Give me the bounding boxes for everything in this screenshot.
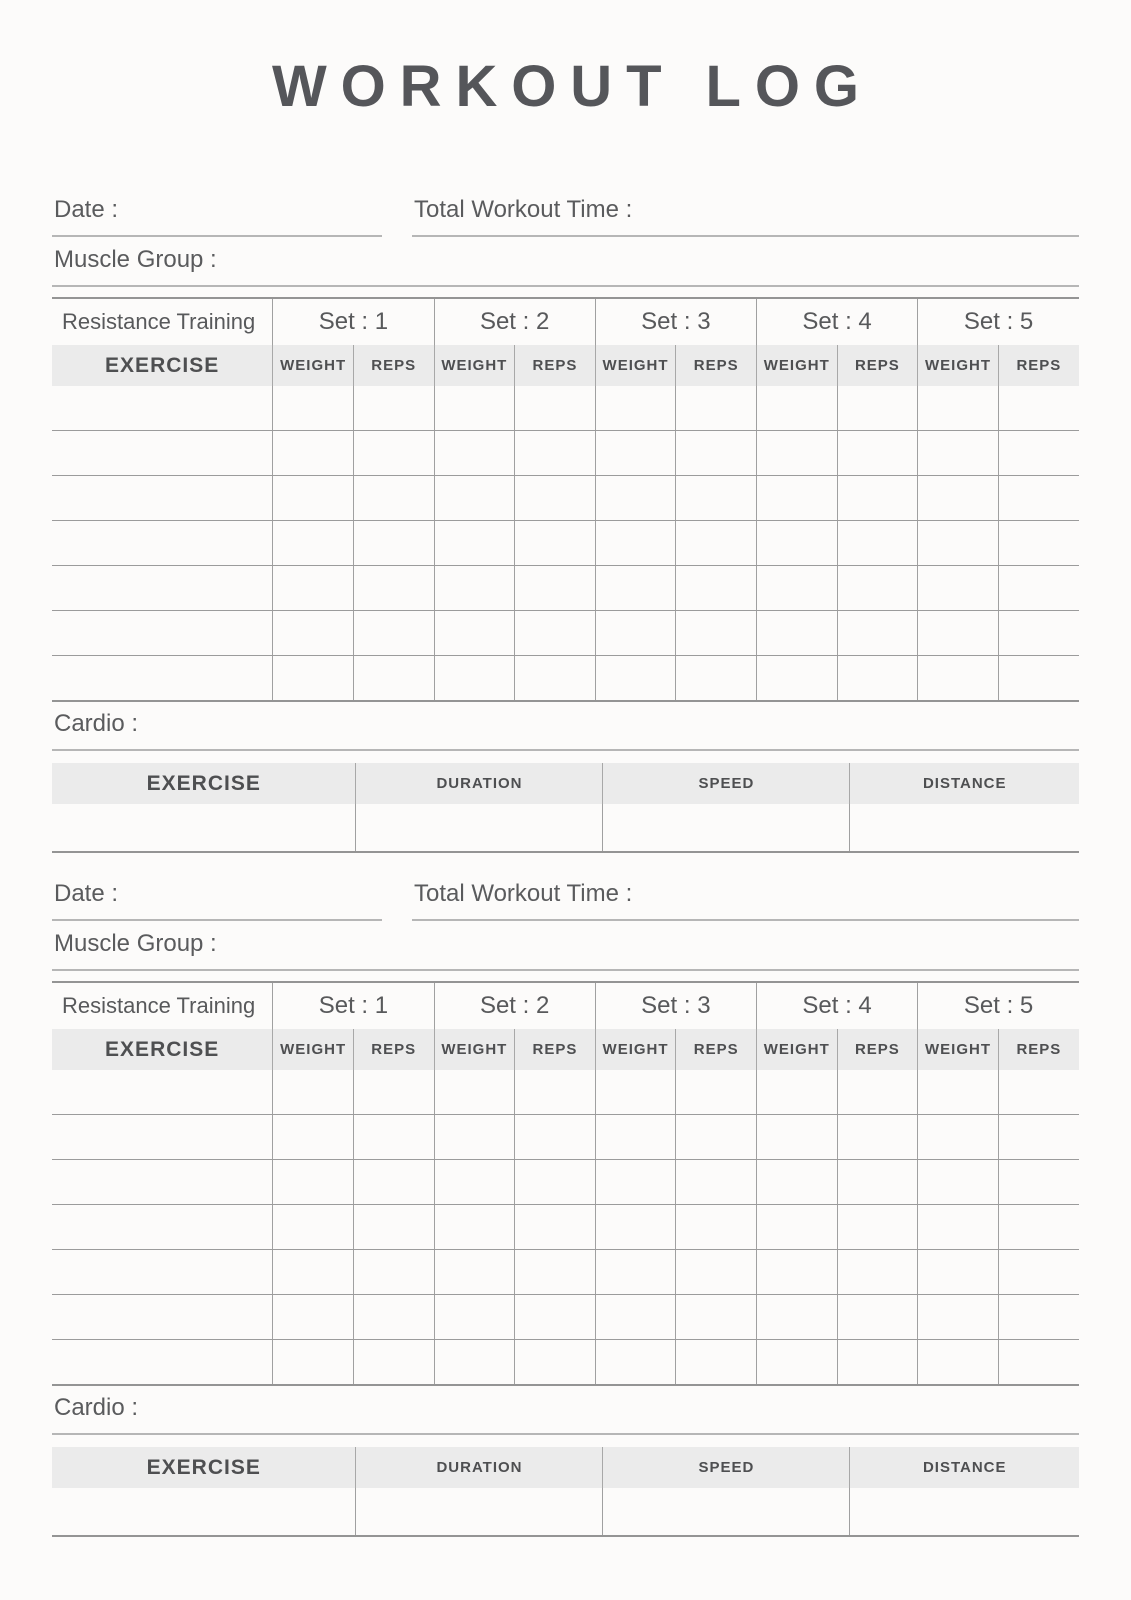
reps-cell[interactable] [353, 476, 434, 521]
table-row [52, 1205, 1079, 1250]
weight-cell[interactable] [756, 431, 837, 476]
reps-cell[interactable] [353, 386, 434, 431]
weight-cell[interactable] [756, 1070, 837, 1115]
weight-cell[interactable] [918, 1160, 999, 1205]
reps-cell[interactable] [515, 1295, 596, 1340]
table-row [52, 1250, 1079, 1295]
cardio-exercise-cell[interactable] [52, 804, 356, 852]
reps-cell[interactable] [676, 1160, 757, 1205]
weight-cell[interactable] [434, 1250, 515, 1295]
date-field[interactable] [52, 877, 382, 921]
reps-cell[interactable] [515, 1160, 596, 1205]
weight-cell[interactable] [273, 1205, 354, 1250]
reps-cell[interactable] [353, 1115, 434, 1160]
distance-column-header: DISTANCE [850, 1447, 1079, 1488]
weight-cell[interactable] [434, 386, 515, 431]
reps-cell[interactable] [837, 566, 918, 611]
duration-column-header: DURATION [356, 763, 603, 804]
exercise-cell[interactable] [52, 566, 273, 611]
cardio-header-row [52, 763, 1079, 804]
weight-column-header: WEIGHT [595, 1029, 676, 1070]
reps-cell[interactable] [837, 1295, 918, 1340]
duration-column-header: DURATION [356, 1447, 603, 1488]
cardio-table-body [52, 1488, 1079, 1536]
weight-cell[interactable] [434, 611, 515, 656]
weight-column-header: WEIGHT [434, 345, 515, 386]
weight-cell[interactable] [434, 1295, 515, 1340]
weight-cell[interactable] [595, 1295, 676, 1340]
reps-column-header: REPS [837, 345, 918, 386]
set-5-header: Set : 5 [918, 298, 1079, 345]
resistance-training-label: Resistance Training [52, 982, 273, 1029]
exercise-column-header: EXERCISE [52, 1447, 356, 1488]
reps-cell[interactable] [353, 656, 434, 702]
exercise-cell[interactable] [52, 1250, 273, 1295]
exercise-cell[interactable] [52, 656, 273, 702]
weight-cell[interactable] [273, 386, 354, 431]
weight-cell[interactable] [434, 431, 515, 476]
weight-cell[interactable] [273, 431, 354, 476]
reps-cell[interactable] [676, 656, 757, 702]
speed-cell[interactable] [603, 1488, 850, 1536]
reps-cell[interactable] [998, 1115, 1079, 1160]
reps-cell[interactable] [515, 1205, 596, 1250]
workout-log-section [52, 877, 1079, 1537]
weight-cell[interactable] [918, 521, 999, 566]
exercise-column-header: EXERCISE [52, 1029, 273, 1070]
table-row [52, 431, 1079, 476]
reps-cell[interactable] [515, 1115, 596, 1160]
reps-cell[interactable] [515, 386, 596, 431]
weight-column-header: WEIGHT [756, 1029, 837, 1070]
cardio-label: Cardio : [54, 710, 139, 737]
table-row [52, 566, 1079, 611]
weight-cell[interactable] [595, 431, 676, 476]
weight-column-header: WEIGHT [273, 1029, 354, 1070]
weight-cell[interactable] [595, 521, 676, 566]
reps-cell[interactable] [998, 1250, 1079, 1295]
weight-column-header: WEIGHT [273, 345, 354, 386]
weight-cell[interactable] [918, 476, 999, 521]
reps-cell[interactable] [353, 611, 434, 656]
reps-cell[interactable] [837, 431, 918, 476]
reps-cell[interactable] [676, 431, 757, 476]
weight-cell[interactable] [756, 1115, 837, 1160]
weight-cell[interactable] [273, 1115, 354, 1160]
weight-cell[interactable] [918, 431, 999, 476]
set-1-header: Set : 1 [273, 982, 434, 1029]
reps-cell[interactable] [837, 656, 918, 702]
set-2-header: Set : 2 [434, 298, 595, 345]
speed-cell[interactable] [603, 804, 850, 852]
weight-cell[interactable] [756, 1205, 837, 1250]
weight-cell[interactable] [273, 1250, 354, 1295]
weight-cell[interactable] [434, 1115, 515, 1160]
reps-cell[interactable] [353, 521, 434, 566]
weight-cell[interactable] [756, 386, 837, 431]
reps-cell[interactable] [837, 1250, 918, 1295]
reps-cell[interactable] [515, 1340, 596, 1386]
duration-cell[interactable] [356, 804, 603, 852]
reps-cell[interactable] [998, 431, 1079, 476]
reps-cell[interactable] [837, 1070, 918, 1115]
weight-cell[interactable] [595, 1070, 676, 1115]
speed-column-header: SPEED [603, 1447, 850, 1488]
weight-cell[interactable] [434, 656, 515, 702]
weight-column-header: WEIGHT [756, 345, 837, 386]
speed-column-header: SPEED [603, 763, 850, 804]
reps-cell[interactable] [353, 1340, 434, 1386]
reps-cell[interactable] [676, 386, 757, 431]
distance-cell[interactable] [850, 1488, 1079, 1536]
reps-cell[interactable] [353, 566, 434, 611]
set-header-row [52, 982, 1079, 1029]
cardio-label: Cardio : [54, 1394, 139, 1421]
weight-cell[interactable] [756, 566, 837, 611]
muscle-group-label: Muscle Group : [54, 246, 217, 273]
exercise-cell[interactable] [52, 521, 273, 566]
reps-cell[interactable] [998, 1160, 1079, 1205]
muscle-group-label: Muscle Group : [54, 930, 217, 957]
table-row [52, 1340, 1079, 1386]
weight-cell[interactable] [918, 386, 999, 431]
exercise-cell[interactable] [52, 1115, 273, 1160]
exercise-cell[interactable] [52, 386, 273, 431]
reps-cell[interactable] [676, 1115, 757, 1160]
reps-column-header: REPS [998, 345, 1079, 386]
exercise-column-header: EXERCISE [52, 345, 273, 386]
reps-cell[interactable] [676, 1295, 757, 1340]
reps-column-header: REPS [676, 345, 757, 386]
reps-cell[interactable] [998, 656, 1079, 702]
weight-cell[interactable] [434, 1070, 515, 1115]
date-time-row [52, 877, 1079, 921]
workout-log-page [52, 0, 1079, 1537]
reps-cell[interactable] [515, 1250, 596, 1295]
weight-cell[interactable] [918, 1250, 999, 1295]
reps-cell[interactable] [353, 1070, 434, 1115]
exercise-cell[interactable] [52, 611, 273, 656]
reps-cell[interactable] [837, 611, 918, 656]
set-2-header: Set : 2 [434, 982, 595, 1029]
reps-cell[interactable] [676, 1205, 757, 1250]
muscle-group-field[interactable] [52, 243, 1079, 287]
weight-cell[interactable] [756, 1160, 837, 1205]
weight-cell[interactable] [273, 1340, 354, 1386]
table-row [52, 1070, 1079, 1115]
reps-cell[interactable] [676, 611, 757, 656]
column-header-row [52, 345, 1079, 386]
exercise-column-header: EXERCISE [52, 763, 356, 804]
reps-cell[interactable] [998, 521, 1079, 566]
weight-cell[interactable] [756, 1250, 837, 1295]
weight-column-header: WEIGHT [918, 345, 999, 386]
resistance-table-body [52, 386, 1079, 701]
weight-cell[interactable] [434, 476, 515, 521]
total-workout-time-field[interactable] [412, 193, 1079, 237]
date-label: Date : [54, 880, 119, 907]
reps-cell[interactable] [676, 566, 757, 611]
weight-cell[interactable] [756, 476, 837, 521]
table-row [52, 1115, 1079, 1160]
cardio-exercise-cell[interactable] [52, 1488, 356, 1536]
weight-column-header: WEIGHT [595, 345, 676, 386]
distance-column-header: DISTANCE [850, 763, 1079, 804]
table-row [52, 1295, 1079, 1340]
set-5-header: Set : 5 [918, 982, 1079, 1029]
reps-cell[interactable] [998, 476, 1079, 521]
set-3-header: Set : 3 [595, 982, 756, 1029]
weight-cell[interactable] [918, 566, 999, 611]
total-workout-time-field[interactable] [412, 877, 1079, 921]
weight-cell[interactable] [918, 1070, 999, 1115]
table-row [52, 476, 1079, 521]
muscle-group-field[interactable] [52, 927, 1079, 971]
cardio-table-body [52, 804, 1079, 852]
distance-cell[interactable] [850, 804, 1079, 852]
table-row [52, 1488, 1079, 1536]
table-row [52, 611, 1079, 656]
reps-column-header: REPS [998, 1029, 1079, 1070]
table-row [52, 804, 1079, 852]
date-label: Date : [54, 196, 119, 223]
weight-cell[interactable] [434, 566, 515, 611]
workout-log-section [52, 193, 1079, 853]
exercise-cell[interactable] [52, 431, 273, 476]
set-4-header: Set : 4 [756, 298, 917, 345]
table-row [52, 521, 1079, 566]
weight-column-header: WEIGHT [434, 1029, 515, 1070]
weight-cell[interactable] [595, 1205, 676, 1250]
reps-cell[interactable] [515, 431, 596, 476]
reps-cell[interactable] [676, 1070, 757, 1115]
reps-cell[interactable] [353, 1295, 434, 1340]
weight-cell[interactable] [595, 566, 676, 611]
reps-column-header: REPS [837, 1029, 918, 1070]
weight-cell[interactable] [756, 656, 837, 702]
weight-cell[interactable] [595, 611, 676, 656]
reps-cell[interactable] [515, 1070, 596, 1115]
reps-cell[interactable] [676, 1250, 757, 1295]
exercise-cell[interactable] [52, 1205, 273, 1250]
reps-cell[interactable] [676, 476, 757, 521]
total-workout-time-label: Total Workout Time : [414, 880, 633, 907]
reps-cell[interactable] [515, 656, 596, 702]
reps-cell[interactable] [353, 1205, 434, 1250]
weight-cell[interactable] [434, 1205, 515, 1250]
weight-cell[interactable] [595, 1250, 676, 1295]
table-row [52, 656, 1079, 702]
reps-column-header: REPS [515, 345, 596, 386]
weight-cell[interactable] [595, 386, 676, 431]
reps-column-header: REPS [353, 1029, 434, 1070]
weight-cell[interactable] [595, 656, 676, 702]
weight-cell[interactable] [918, 611, 999, 656]
reps-cell[interactable] [837, 521, 918, 566]
reps-cell[interactable] [998, 1070, 1079, 1115]
weight-cell[interactable] [434, 521, 515, 566]
weight-cell[interactable] [756, 611, 837, 656]
cardio-header-row [52, 1447, 1079, 1488]
resistance-table-body [52, 1070, 1079, 1385]
reps-cell[interactable] [353, 431, 434, 476]
weight-cell[interactable] [273, 1160, 354, 1205]
reps-cell[interactable] [837, 476, 918, 521]
resistance-training-label: Resistance Training [52, 298, 273, 345]
reps-cell[interactable] [998, 386, 1079, 431]
date-time-row [52, 193, 1079, 237]
exercise-cell[interactable] [52, 1295, 273, 1340]
set-3-header: Set : 3 [595, 298, 756, 345]
reps-cell[interactable] [998, 1340, 1079, 1386]
weight-cell[interactable] [595, 1160, 676, 1205]
weight-cell[interactable] [918, 1295, 999, 1340]
column-header-row [52, 1029, 1079, 1070]
weight-cell[interactable] [273, 1295, 354, 1340]
weight-cell[interactable] [595, 1115, 676, 1160]
reps-cell[interactable] [676, 1340, 757, 1386]
reps-column-header: REPS [676, 1029, 757, 1070]
reps-cell[interactable] [515, 611, 596, 656]
weight-cell[interactable] [273, 1070, 354, 1115]
reps-cell[interactable] [837, 1340, 918, 1386]
table-row [52, 1160, 1079, 1205]
exercise-cell[interactable] [52, 476, 273, 521]
weight-cell[interactable] [595, 476, 676, 521]
reps-cell[interactable] [837, 1160, 918, 1205]
reps-cell[interactable] [837, 386, 918, 431]
weight-cell[interactable] [756, 1295, 837, 1340]
set-1-header: Set : 1 [273, 298, 434, 345]
reps-cell[interactable] [998, 611, 1079, 656]
reps-cell[interactable] [998, 1295, 1079, 1340]
cardio-field[interactable] [52, 1391, 1079, 1435]
reps-cell[interactable] [515, 476, 596, 521]
reps-column-header: REPS [515, 1029, 596, 1070]
weight-column-header: WEIGHT [918, 1029, 999, 1070]
table-row [52, 386, 1079, 431]
reps-column-header: REPS [353, 345, 434, 386]
reps-cell[interactable] [353, 1250, 434, 1295]
exercise-cell[interactable] [52, 1340, 273, 1386]
reps-cell[interactable] [837, 1205, 918, 1250]
cardio-table [52, 1447, 1079, 1537]
weight-cell[interactable] [918, 1115, 999, 1160]
exercise-cell[interactable] [52, 1070, 273, 1115]
exercise-cell[interactable] [52, 1160, 273, 1205]
weight-cell[interactable] [918, 1205, 999, 1250]
set-header-row [52, 298, 1079, 345]
weight-cell[interactable] [273, 566, 354, 611]
weight-cell[interactable] [756, 1340, 837, 1386]
weight-cell[interactable] [434, 1340, 515, 1386]
reps-cell[interactable] [515, 521, 596, 566]
reps-cell[interactable] [515, 566, 596, 611]
weight-cell[interactable] [273, 476, 354, 521]
reps-cell[interactable] [353, 1160, 434, 1205]
reps-cell[interactable] [676, 521, 757, 566]
date-field[interactable] [52, 193, 382, 237]
reps-cell[interactable] [837, 1115, 918, 1160]
weight-cell[interactable] [595, 1340, 676, 1386]
page-title: WORKOUT LOG [271, 54, 873, 119]
duration-cell[interactable] [356, 1488, 603, 1536]
weight-cell[interactable] [273, 656, 354, 702]
set-4-header: Set : 4 [756, 982, 917, 1029]
total-workout-time-label: Total Workout Time : [414, 196, 633, 223]
reps-cell[interactable] [998, 566, 1079, 611]
resistance-training-table [52, 981, 1079, 1386]
weight-cell[interactable] [756, 521, 837, 566]
reps-cell[interactable] [998, 1205, 1079, 1250]
weight-cell[interactable] [273, 521, 354, 566]
weight-cell[interactable] [434, 1160, 515, 1205]
resistance-training-table [52, 297, 1079, 702]
cardio-field[interactable] [52, 707, 1079, 751]
weight-cell[interactable] [918, 1340, 999, 1386]
cardio-table [52, 763, 1079, 853]
weight-cell[interactable] [918, 656, 999, 702]
weight-cell[interactable] [273, 611, 354, 656]
